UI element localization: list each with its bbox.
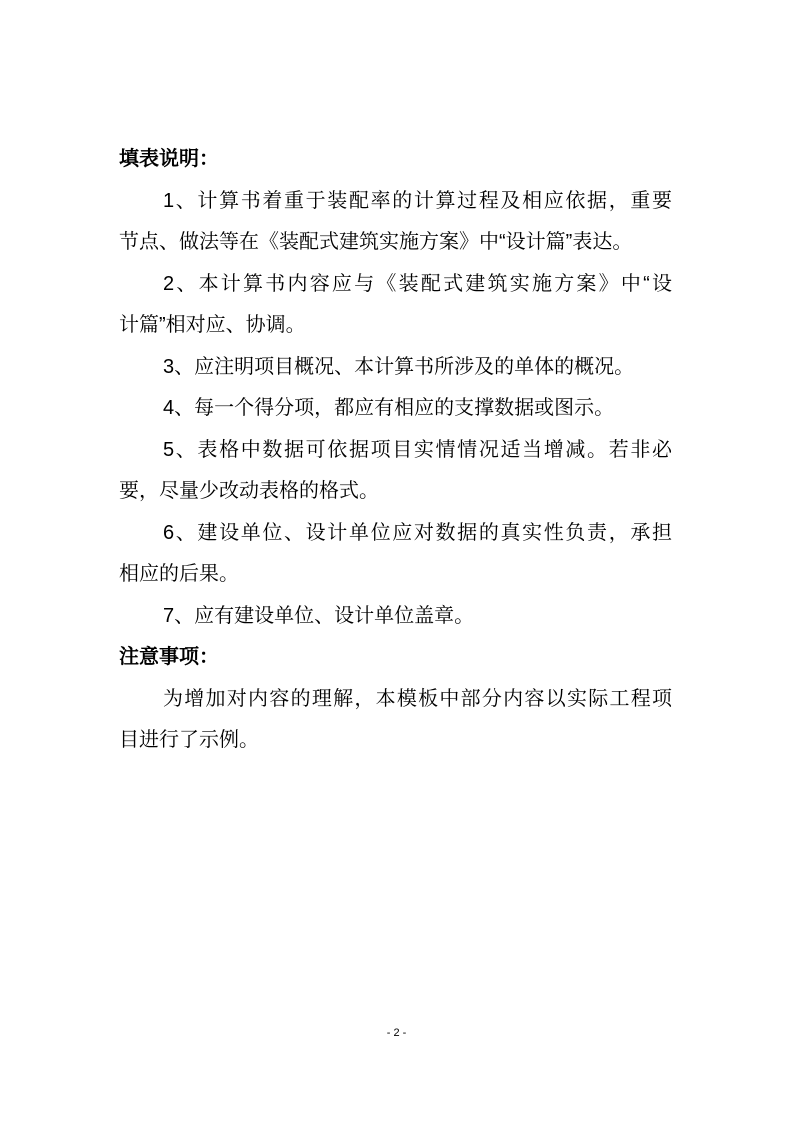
instruction-item-7 — [119, 596, 672, 638]
instruction-1-line-2: 节点、做法等在《装配式建筑实施方案》中“设计篇”表达。 — [119, 231, 633, 253]
instruction-item-6 — [119, 513, 672, 596]
fill-instructions-section — [119, 139, 672, 637]
instruction-item-5 — [119, 430, 672, 513]
instruction-1-line-1: 1、计算书着重于装配率的计算过程及相应依据，重要 — [163, 189, 672, 212]
note-1-line-2: 目进行了示例。 — [119, 729, 259, 751]
instruction-item-1 — [119, 181, 672, 264]
note-1-line-1: 为增加对内容的理解，本模板中部分内容以实际工程项 — [163, 687, 672, 710]
note-item-1 — [119, 679, 672, 762]
instruction-6-line-2: 相应的后果。 — [119, 563, 239, 585]
instruction-5-line-2: 要，尽量少改动表格的格式。 — [119, 480, 379, 502]
instruction-item-3 — [119, 347, 672, 389]
instruction-item-4 — [119, 388, 672, 430]
document-body — [119, 139, 672, 762]
page-number: - 2 - — [386, 1027, 407, 1039]
instruction-3-line-1: 3、应注明项目概况、本计算书所涉及的单体的概况。 — [163, 355, 635, 378]
instruction-4-line-1: 4、每一个得分项，都应有相应的支撑数据或图示。 — [163, 397, 615, 419]
instruction-6-line-1: 6、建设单位、设计单位应对数据的真实性负责，承担 — [163, 521, 672, 544]
notes-heading: 注意事项： — [119, 646, 219, 668]
instruction-2-line-1: 2、本计算书内容应与《装配式建筑实施方案》中“设 — [163, 272, 672, 295]
notes-section — [119, 637, 672, 762]
instruction-7-line-1: 7、应有建设单位、设计单位盖章。 — [163, 604, 475, 627]
instruction-2-line-2: 计篇”相对应、协调。 — [119, 314, 306, 336]
instruction-item-2 — [119, 264, 672, 347]
instruction-5-line-1: 5、表格中数据可依据项目实情情况适当增减。若非必 — [163, 438, 672, 461]
fill-instructions-heading: 填表说明： — [119, 148, 219, 170]
